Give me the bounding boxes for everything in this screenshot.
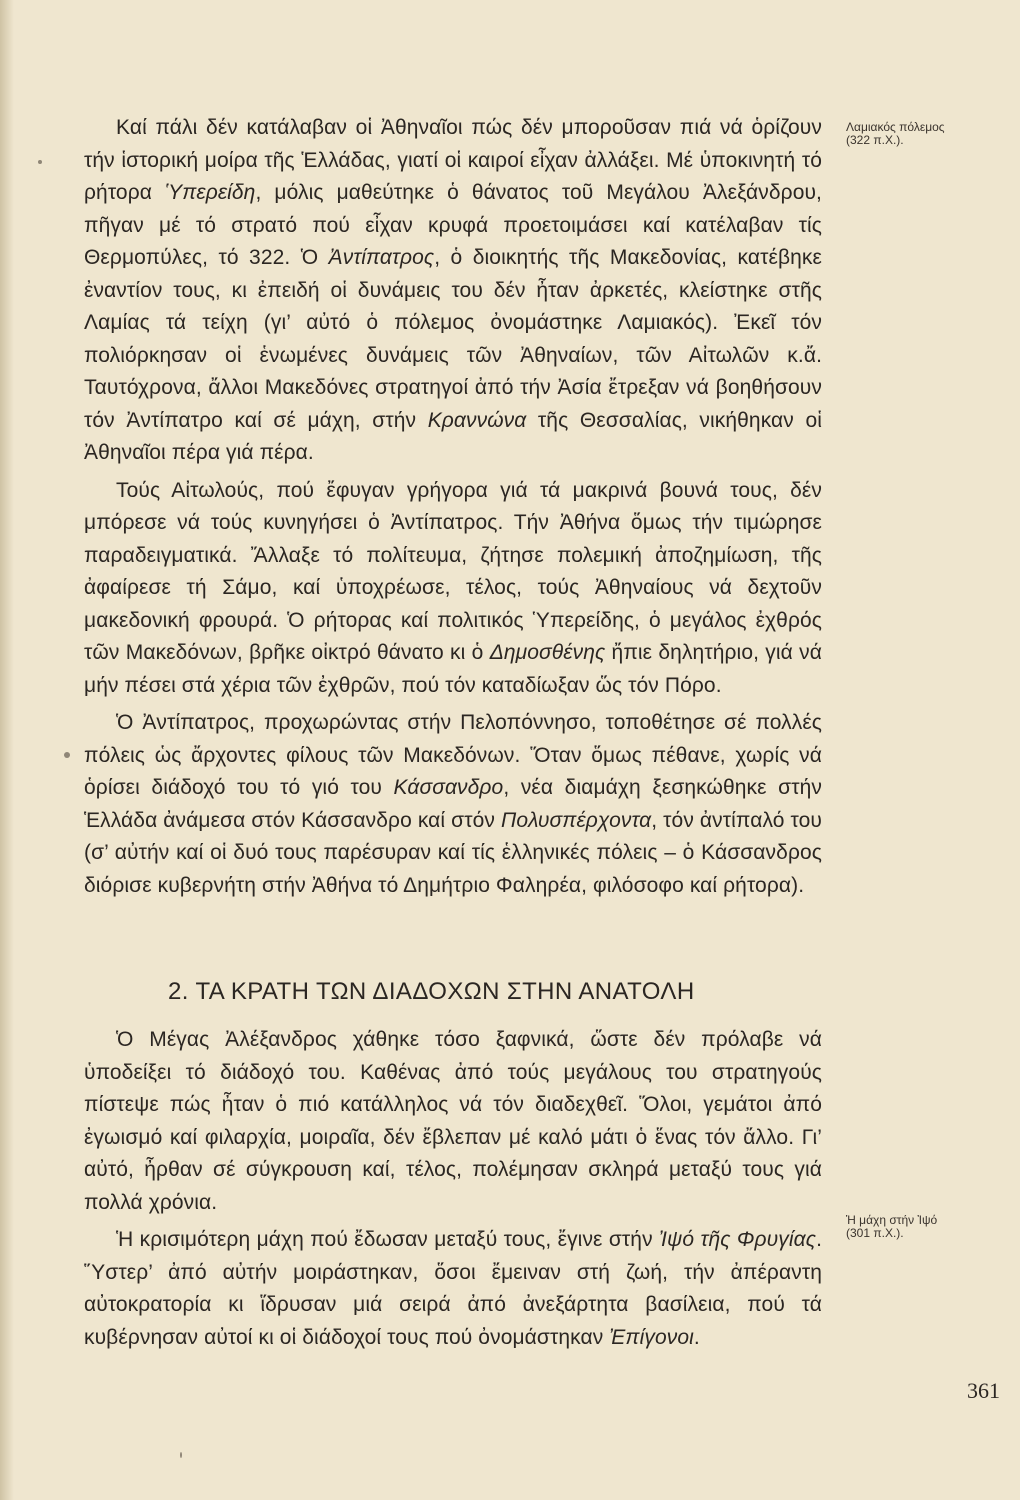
paper-speck (38, 160, 42, 164)
section-2-text (84, 1024, 822, 1354)
margin-note-date: (322 π.Χ.). (846, 133, 904, 147)
text-run: , μόλις μαθεύτηκε ὁ θάνατος τοῦ Μεγάλου Ἀλεξάνδρου, πῆγαν μέ τό στρατό πού εἶχαν κρυφά προετοιμάσει καί κατέλαβαν τίς Θερμοπύλες, τό 322. Ὁ (84, 181, 822, 269)
italic-term-epigonoi: Ἐπίγονοι (609, 1325, 694, 1349)
italic-place-ipsus: Ἰψό τῆς Φρυγίας (659, 1228, 817, 1251)
paragraph-kassandros (84, 707, 822, 902)
paper-speck (64, 752, 70, 758)
paper-speck (180, 1452, 182, 1458)
text-run: ἤπιε δηλητήριο, γιά νά μήν πέσει στά χέρια τῶν ἐχθρῶν, πού τόν καταδίωξαν ὥς τόν Πόρο. (84, 641, 822, 697)
text-run: . Ὕστερ’ ἀπό αὐτήν μοιράστηκαν, ὅσοι ἔμειναν στή ζωή, τήν ἀπέραντη αὐτοκρατορία κι ἵδρυσαν μιά σειρά ἀπό ἀνεξάρτητα βασίλεια, πού τά κυβέρνησαν αὐτοί κι οἱ διάδοχοί τους πού ὀνομάστηκαν (84, 1228, 822, 1349)
page-number: 361 (967, 1378, 1000, 1403)
text-run: τῆς Θεσσαλίας, νικήθηκαν οἱ Ἀθηναῖοι πέρα γιά πέρα. (84, 408, 822, 464)
margin-note-battle-ipsus (846, 1214, 996, 1240)
italic-name-antipatros: Ἀντίπατρος (328, 246, 435, 269)
paragraph-successors: Ὁ Μέγας Ἀλέξανδρος χάθηκε τόσο ξαφνικά, ὥστε δέν πρόλαβε νά ὑποδείξει τό διάδοχό του. Καθένας ἀπό τούς μεγάλους του στρατηγούς πίστεψε πώς ἦταν ὁ πιό κατάλληλος νά τόν διαδεχθεῖ. Ὅλοι, γεμάτοι ἀπό ἐγωισμό καί φιλαρχία, μοιραῖα, δέν ἔβλεπαν μέ καλό μάτι ὁ ἕνας τόν ἄλλο. Γι’ αὐτό, ἦρθαν σέ σύγκρουση καί, τέλος, πολέμησαν σκληρά μεταξύ τους γιά πολλά χρόνια. (84, 1028, 822, 1214)
section-heading: 2. ΤΑ ΚΡΑΤΗ ΤΩΝ ΔΙΑΔΟΧΩΝ ΣΤΗΝ ΑΝΑΤΟΛΗ (168, 978, 695, 1005)
italic-name-kassandros: Κάσσανδρο (393, 776, 504, 799)
section-1-text (84, 112, 822, 902)
text-run: , ὁ διοικητής τῆς Μακεδονίας, κατέβηκε ἐναντίον τους, κι ἐπειδή οἱ δυνάμεις του δέν ἦταν ἀρκετές, κλείστηκε στῆς Λαμίας τά τείχη (γι’ αὐτό ὁ πόλεμος ὀνομάστηκε Λαμιακός). Ἐκεῖ τόν πολιόρκησαν οἱ ἑνωμένες δυνάμεις τῶν Ἀθηναίων, τῶν Αἰτωλῶν κ.ἄ. Ταυτόχρονα, ἄλλοι Μακεδόνες στρατηγοί ἀπό τήν Ἀσία ἔτρεξαν νά βοηθήσουν τόν Ἀντίπατρο καί σέ μάχη, στήν (84, 246, 822, 432)
text-run: Τούς Αἰτωλούς, πού ἔφυγαν γρήγορα γιά τά μακρινά βουνά τους, δέν μπόρεσε νά τούς κυνηγήσει ὁ Ἀντίπατρος. Τήν Ἀθήνα ὅμως τήν τιμώρησε παραδειγματικά. Ἄλλαξε τό πολίτευμα, ζήτησε πολεμική ἀποζημίωση, τῆς ἀφαίρεσε τή Σάμο, καί ὑποχρέωσε, τέλος, τούς Ἀθηναίους νά δεχτοῦν μακεδονική φρουρά. Ὁ ρήτορας καί πολιτικός Ὑπερείδης, ὁ μεγάλος ἐχθρός τῶν Μακεδόνων, βρῆκε οἰκτρό θάνατο κι ὁ (84, 478, 822, 664)
margin-note-title: Ἡ μάχη στήν Ἰψό (846, 1213, 938, 1227)
margin-note-date: (301 π.Χ.). (846, 1226, 904, 1240)
italic-name-polyperchon: Πολυσπέρχοντα (501, 808, 652, 832)
paragraph-athens-punished (84, 475, 822, 703)
italic-name-hypereides: Ὑπερείδη (165, 181, 256, 204)
text-run: . (693, 1325, 700, 1349)
text-run: , νέα διαμάχη ξεσηκώθηκε στήν Ἑλλάδα ἀνάμεσα στόν Κάσσανδρο καί στόν (84, 776, 822, 832)
paragraph-battle-ipsus (84, 1224, 822, 1354)
text-run: , τόν ἀντίπαλό του (σ’ αὐτήν καί οἱ δυό τους παρέσυραν καί τίς ἑλληνικές πόλεις – ὁ Κάσσανδρος διόρισε κυβερνήτη στήν Ἀθήνα τό Δημήτριο Φαληρέα, φιλόσοφο καί ρήτορα). (84, 808, 822, 897)
margin-note-lamian-war (846, 121, 996, 147)
italic-place-krannon: Κραννώνα (427, 408, 527, 432)
margin-note-title: Λαμιακός πόλεμος (846, 120, 945, 134)
page-gutter-shadow (0, 0, 14, 1500)
italic-name-demosthenes: Δημοσθένης (489, 641, 606, 664)
text-run: Καί πάλι δέν κατάλαβαν οἱ Ἀθηναῖοι πώς δέν μποροῦσαν πιά νά ὁρίζουν τήν ἱστορική μοίρα τῆς Ἑλλάδας, γιατί οἱ καιροί εἶχαν ἀλλάξει. Μέ ὑποκινητή τό ρήτορα (84, 116, 822, 204)
paragraph-lamian-war (84, 112, 822, 470)
text-run: Ἡ κρισιμότερη μάχη πού ἔδωσαν μεταξύ τους, ἔγινε στήν (116, 1228, 660, 1251)
text-run: Ὁ Ἀντίπατρος, προχωρώντας στήν Πελοπόννησο, τοποθέτησε σέ πολλές πόλεις ὡς ἄρχοντες φίλους τῶν Μακεδόνων. Ὅταν ὅμως πέθανε, χωρίς νά ὁρίσει διάδοχό του τό γιό του (84, 711, 822, 799)
